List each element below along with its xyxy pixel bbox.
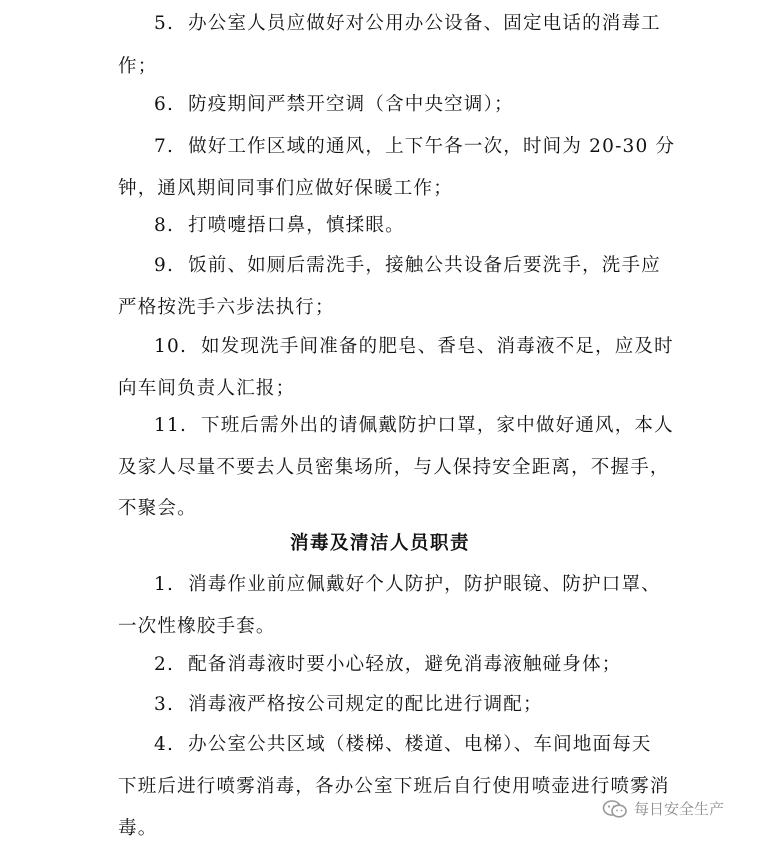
list-item-continuation bbox=[118, 177, 453, 201]
item-text: 下班后进行喷雾消毒，各办公室下班后自行使用喷壶进行喷雾消 bbox=[118, 776, 670, 797]
item-number: 5. bbox=[154, 13, 175, 34]
item-text: 下班后需外出的请佩戴防护口罩，家中做好通风，本人 bbox=[201, 415, 674, 436]
item-text: 及家人尽量不要去人员密集场所，与人保持安全距离，不握手， bbox=[118, 457, 670, 478]
list-item bbox=[154, 93, 514, 117]
list-item bbox=[154, 414, 674, 438]
item-number: 11. bbox=[154, 415, 188, 436]
item-text: 向车间负责人汇报； bbox=[118, 378, 296, 399]
item-number: 8. bbox=[154, 215, 175, 236]
list-item bbox=[154, 254, 661, 278]
item-number: 9. bbox=[154, 255, 175, 276]
list-item-continuation bbox=[118, 615, 276, 639]
list-item bbox=[154, 12, 661, 36]
item-text: 防疫期间严禁开空调（含中央空调）； bbox=[188, 94, 514, 115]
item-text: 饭前、如厕后需洗手，接触公共设备后要洗手，洗手应 bbox=[188, 255, 661, 276]
list-item bbox=[154, 733, 652, 757]
item-text: 不聚会。 bbox=[118, 498, 197, 519]
item-text: 作； bbox=[118, 56, 158, 77]
list-item-continuation bbox=[118, 497, 197, 521]
item-text: 办公室公共区域（楼梯、楼道、电梯）、车间地面每天 bbox=[188, 734, 652, 755]
list-item-continuation bbox=[118, 775, 670, 799]
list-item-continuation bbox=[118, 456, 670, 480]
list-item-continuation bbox=[118, 377, 295, 401]
item-number: 3. bbox=[154, 694, 175, 715]
list-item bbox=[154, 335, 674, 359]
item-text: 办公室人员应做好对公用办公设备、固定电话的消毒工 bbox=[188, 13, 661, 34]
list-item bbox=[154, 214, 405, 238]
list-item bbox=[154, 573, 661, 597]
item-text: 钟，通风期间同事们应做好保暖工作； bbox=[118, 178, 453, 199]
item-text: 如发现洗手间准备的肥皂、香皂、消毒液不足，应及时 bbox=[201, 336, 674, 357]
item-number: 4. bbox=[154, 734, 175, 755]
list-item-continuation bbox=[118, 55, 157, 79]
watermark bbox=[602, 798, 724, 819]
item-text: 消毒作业前应佩戴好个人防护，防护眼镜、防护口罩、 bbox=[188, 574, 661, 595]
section-heading-disinfection-staff: 消毒及清洁人员职责 bbox=[289, 533, 470, 554]
item-text: 配备消毒液时要小心轻放，避免消毒液触碰身体； bbox=[188, 654, 622, 675]
item-text: 一次性橡胶手套。 bbox=[118, 616, 276, 637]
item-number: 1. bbox=[154, 574, 175, 595]
list-item-continuation bbox=[118, 296, 335, 320]
item-number: 10. bbox=[154, 336, 188, 357]
item-text: 毒。 bbox=[118, 818, 158, 839]
item-text: 打喷嚏捂口鼻，慎揉眼。 bbox=[188, 215, 405, 236]
watermark-text: 每日安全生产 bbox=[633, 800, 724, 818]
item-text: 严格按洗手六步法执行； bbox=[118, 297, 335, 318]
item-text: 做好工作区域的通风，上下午各一次，时间为 20-30 分 bbox=[188, 136, 676, 157]
list-item bbox=[154, 693, 543, 717]
item-number: 7. bbox=[154, 136, 175, 157]
list-item bbox=[154, 653, 621, 677]
item-number: 6. bbox=[154, 94, 175, 115]
list-item-continuation bbox=[118, 817, 157, 841]
item-number: 2. bbox=[154, 654, 175, 675]
wechat-icon bbox=[602, 799, 628, 819]
list-item bbox=[154, 135, 675, 159]
item-text: 消毒液严格按公司规定的配比进行调配； bbox=[188, 694, 543, 715]
